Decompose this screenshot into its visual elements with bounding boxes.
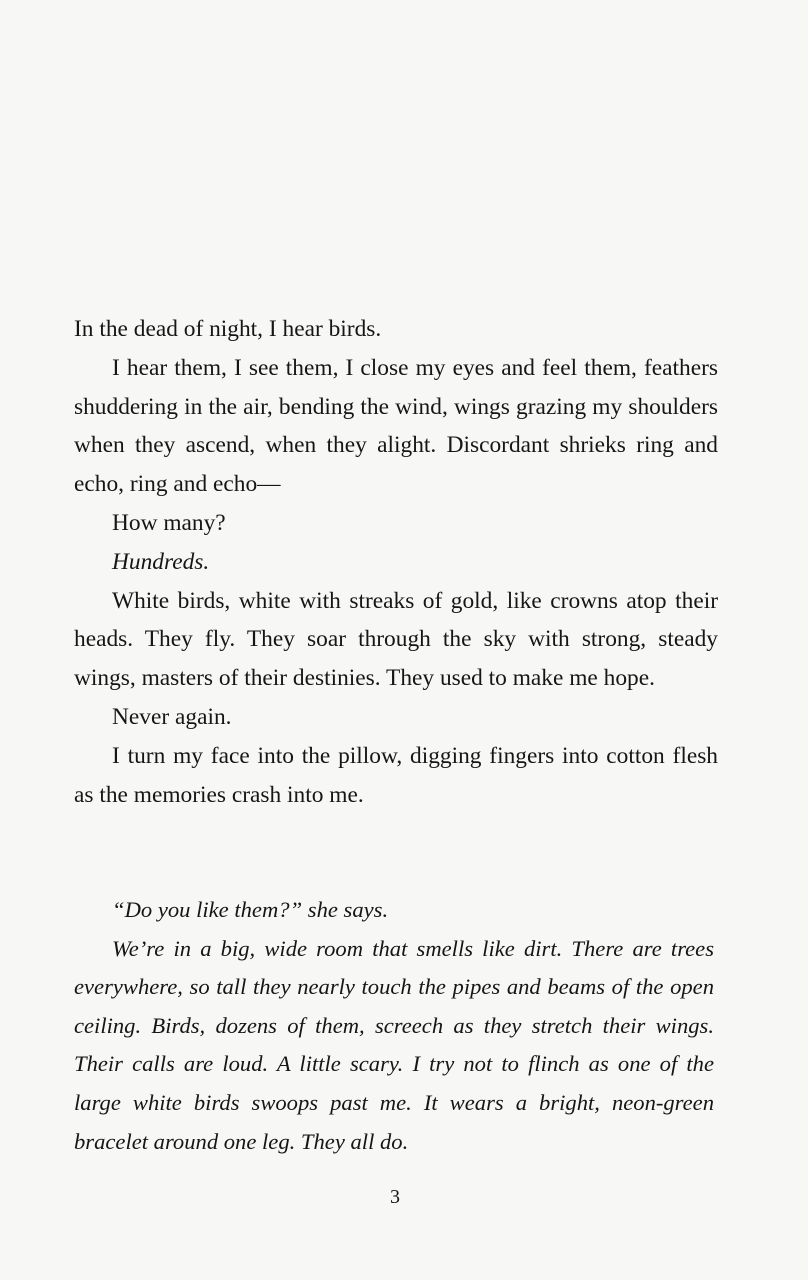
paragraph-hear-birds: I hear them, I see them, I close my eyes and feel them, feathers shuddering in the air, bending the wind, wings grazing my shoulders when they ascend, when they alight. Discordant shrieks ring and echo, ring and echo— [74, 354, 718, 498]
page-number: 3 [390, 1186, 400, 1208]
paragraph-opening: In the dead of night, I hear birds. [74, 316, 382, 342]
paragraph-white-birds: White birds, white with streaks of gold, like crowns atop their heads. They fly. They soar through the sky with strong, steady wings, masters of their destinies. They used to make me hope. [74, 587, 718, 692]
flashback-text [74, 891, 714, 1161]
paragraph-do-you-like-them: “Do you like them?” she says. [112, 897, 389, 922]
paragraph-how-many: How many? [112, 509, 226, 536]
paragraph-pillow: I turn my face into the pillow, digging fingers into cotton flesh as the memories crash into me. [74, 742, 718, 808]
paragraph-hundreds: Hundreds. [112, 548, 210, 575]
paragraph-never-again: Never again. [112, 703, 232, 730]
main-text [74, 310, 718, 814]
paragraph-big-wide-room: We’re in a big, wide room that smells like dirt. There are trees everywhere, so tall they nearly touch the pipes and beams of the open ceiling. Birds, dozens of them, screech as they stretch their wings. Their calls are loud. A little scary. I try not to flinch as one of the large white birds swoops past me. It wears a bright, neon-green bracelet around one leg. They all do. [74, 935, 714, 1154]
